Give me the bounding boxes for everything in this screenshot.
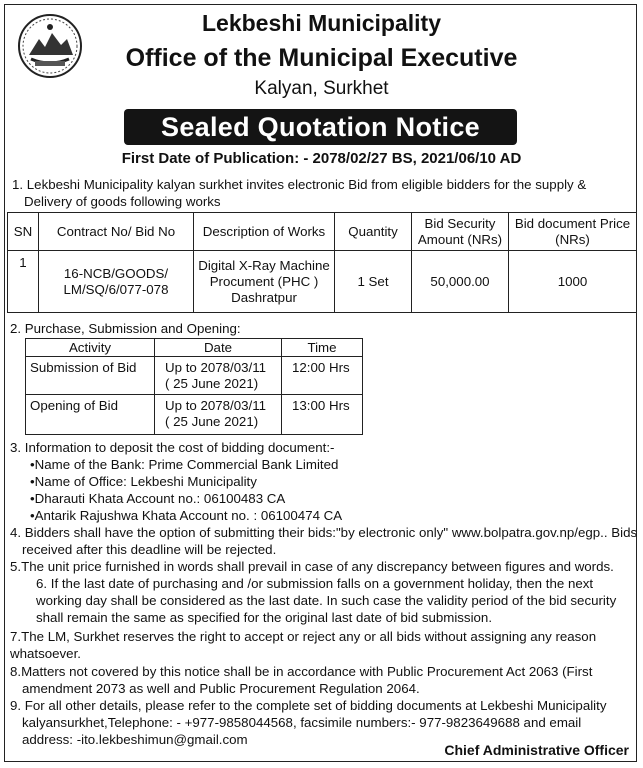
header-time: Time [282, 339, 363, 357]
cell-time: 13:00 Hrs [282, 395, 363, 435]
header-contract: Contract No/ Bid No [39, 213, 194, 251]
paragraph-8-line-1: 8.Matters not covered by this notice shall be in accordance with Public Procurement Act 2063 (First [10, 664, 593, 679]
schedule-table [25, 338, 363, 435]
cell-sn: 1 [8, 251, 39, 313]
publication-date: First Date of Publication: - 2078/02/27 BS, 2021/06/10 AD [121, 150, 522, 167]
notice-title: Sealed Quotation Notice [124, 109, 517, 145]
cell-date-line-1: Up to 2078/03/11 [165, 360, 267, 375]
paragraph-9-line-2: kalyansurkhet,Telephone: - +977-9858044568, facsimile numbers:- 977-9823649688 and email [22, 715, 582, 730]
table-row [26, 357, 363, 395]
paragraph-6-line-3: shall remain the same as specified for the original last date of bid submission. [36, 610, 493, 625]
paragraph-6-line-2: working day shall be considered as the last date. In such case the validity period of the bid security [36, 593, 617, 608]
cell-activity: Opening of Bid [26, 395, 155, 435]
cell-price: 1000 [509, 251, 637, 313]
paragraph-2-title: 2. Purchase, Submission and Opening: [10, 321, 241, 336]
cell-time: 12:00 Hrs [282, 357, 363, 395]
header-description: Description of Works [194, 213, 335, 251]
paragraph-1-line-2: Delivery of goods following works [24, 194, 221, 209]
paragraph-1 [12, 176, 586, 210]
bid-table-header [8, 213, 637, 251]
header-sn: SN [8, 213, 39, 251]
bank-name: •Name of the Bank: Prime Commercial Bank Limited [30, 457, 339, 472]
cell-date-line-2: ( 25 June 2021) [165, 376, 259, 391]
paragraph-4-line-1: 4. Bidders shall have the option of submitting their bids:"by electronic only" www.bolpatra.gov.np/egp.. Bids [10, 525, 638, 540]
table-row [8, 251, 637, 313]
cell-contract: 16-NCB/GOODS/LM/SQ/6/077-078 [39, 251, 194, 313]
paragraph-4-line-2: received after this deadline will be rejected. [22, 542, 277, 557]
cell-date [155, 357, 282, 395]
bid-table [7, 212, 637, 313]
signature: Chief Administrative Officer [444, 742, 629, 758]
header-security: Bid Security Amount (NRs) [412, 213, 509, 251]
paragraph-8 [10, 663, 592, 697]
paragraph-6 [10, 575, 616, 626]
paragraph-7 [10, 628, 596, 662]
cell-date-line-2: ( 25 June 2021) [165, 414, 259, 429]
paragraph-3 [10, 439, 342, 524]
paragraph-9-line-3: address: -ito.lekbeshimun@gmail.com [22, 732, 248, 747]
header-date: Date [155, 339, 282, 357]
paragraph-6-line-1: 6. If the last date of purchasing and /or submission falls on a government holiday, then the next [36, 576, 594, 591]
org-name: Lekbeshi Municipality [202, 10, 441, 36]
table-row [26, 395, 363, 435]
paragraph-3-title: 3. Information to deposit the cost of bidding document:- [10, 440, 335, 455]
office-name: Office of the Municipal Executive [125, 44, 518, 72]
paragraph-8-line-2: amendment 2073 as well and Public Procurement Regulation 2064. [22, 681, 420, 696]
header-activity: Activity [26, 339, 155, 357]
dharauti-account: •Dharauti Khata Account no.: 06100483 CA [30, 491, 286, 506]
paragraph-9 [10, 697, 606, 748]
cell-date [155, 395, 282, 435]
cell-security: 50,000.00 [412, 251, 509, 313]
paragraph-7-line-1: 7.The LM, Surkhet reserves the right to accept or reject any or all bids without assigning any reason [10, 629, 597, 644]
office-name-item: •Name of Office: Lekbeshi Municipality [30, 474, 257, 489]
cell-activity: Submission of Bid [26, 357, 155, 395]
schedule-table-header [26, 339, 363, 357]
rajushwa-account: •Antarik Rajushwa Khata Account no. : 06100474 CA [30, 508, 343, 523]
paragraph-5: 5.The unit price furnished in words shall prevail in case of any discrepancy between figures and words. [10, 559, 614, 574]
paragraph-1-line-1: 1. Lekbeshi Municipality kalyan surkhet invites electronic Bid from eligible bidders for the supply & [12, 177, 587, 192]
header-price: Bid document Price (NRs) [509, 213, 637, 251]
paragraph-4 [10, 524, 637, 558]
office-location: Kalyan, Surkhet [254, 78, 389, 99]
paragraph-9-line-1: 9. For all other details, please refer to the complete set of bidding documents at Lekbeshi Municipality [10, 698, 607, 713]
paragraph-7-line-2: whatsoever. [10, 646, 81, 661]
cell-date-line-1: Up to 2078/03/11 [165, 398, 267, 413]
cell-description: Digital X-Ray Machine Procument (PHC ) Dashratpur [194, 251, 335, 313]
header-quantity: Quantity [335, 213, 412, 251]
cell-quantity: 1 Set [335, 251, 412, 313]
